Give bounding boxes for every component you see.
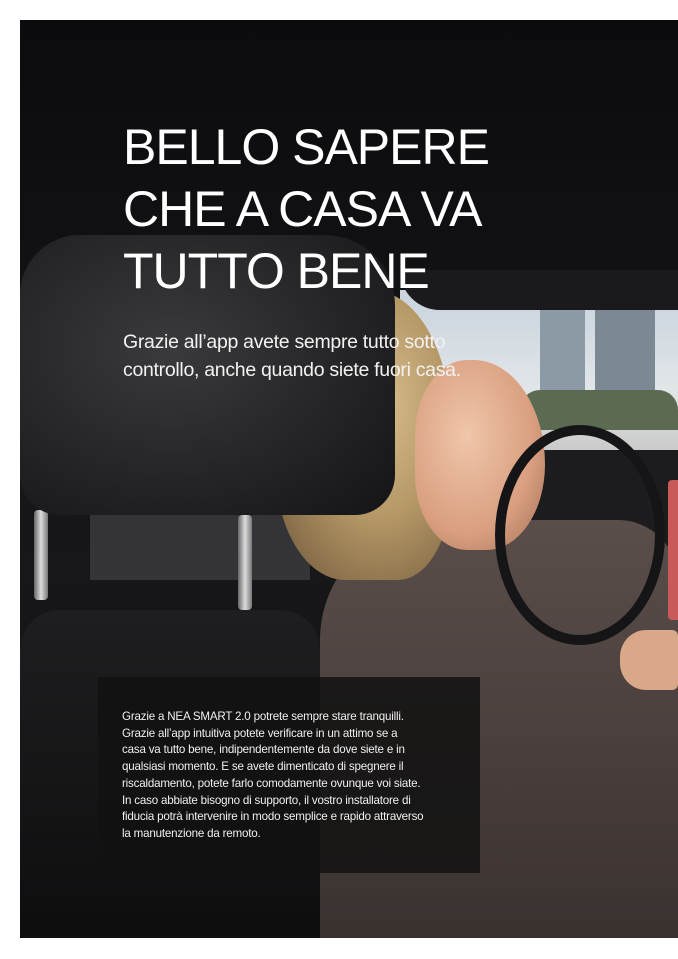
body-line: qualsiasi momento. E se avete dimenticato di spegnere il [122,760,404,774]
rear-window [90,510,310,580]
headline [123,116,489,302]
woman-hand [620,630,678,690]
city-trees [520,390,678,430]
body-line: Grazie all’app intuitiva potete verificare in un attimo se a [122,726,398,740]
body-line: la manutenzione da remoto. [122,826,261,840]
subtitle-line: controllo, anche quando siete fuori casa. [123,359,461,381]
headrest-post [238,515,252,610]
smartphone [668,480,678,620]
body-line: fiducia potrà intervenire in modo semplice e rapido attraverso [122,810,424,824]
headrest-post [34,510,48,600]
headline-line: BELLO SAPERE [123,119,489,175]
body-line: riscaldamento, potete farlo comodamente ovunque voi siate. [122,776,421,790]
subtitle [123,328,513,384]
body-line: Grazie a NEA SMART 2.0 potrete sempre stare tranquilli. [122,710,404,723]
headline-line: CHE A CASA VA [123,181,482,237]
brochure-page [20,20,678,938]
subtitle-line: Grazie all’app avete sempre tutto sotto [123,331,446,353]
steering-wheel [495,425,665,645]
body-line: In caso abbiate bisogno di supporto, il vostro installatore di [122,793,411,807]
body-line: casa va tutto bene, indipendentemente da dove siete e in [122,743,405,757]
body-paragraph [122,709,472,843]
headline-line: TUTTO BENE [123,243,429,299]
